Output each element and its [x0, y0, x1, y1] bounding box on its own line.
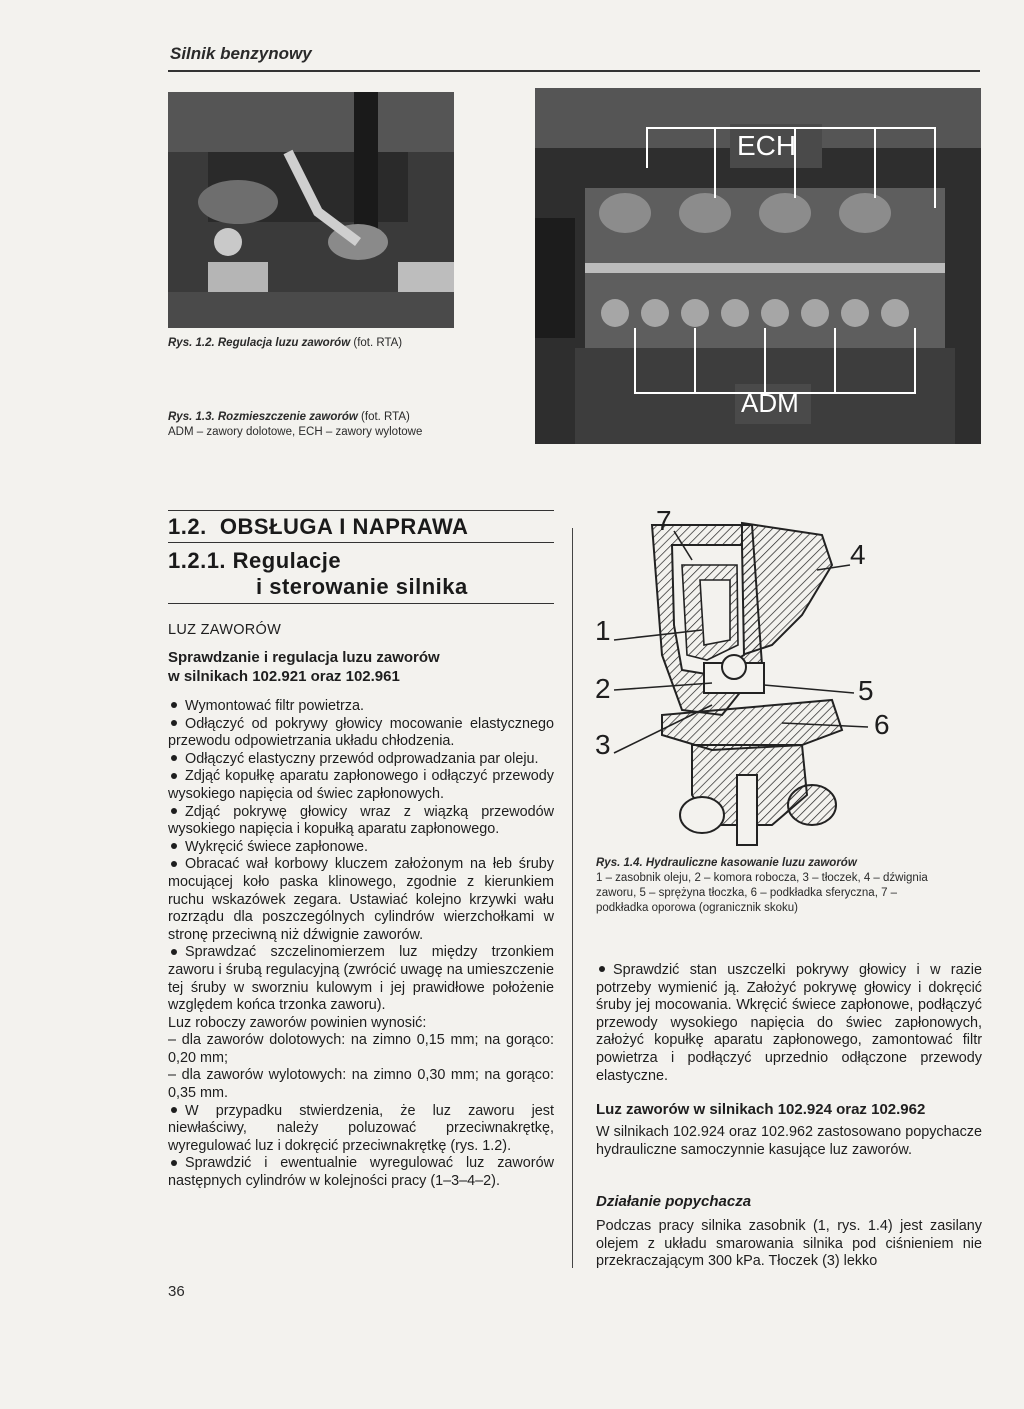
callout-6: 6	[874, 709, 890, 740]
caption-label: Rys. 1.4.	[596, 857, 643, 869]
callout-7: 7	[656, 505, 672, 536]
running-header: Silnik benzynowy	[170, 44, 312, 63]
photo-valve-adjustment	[168, 92, 454, 328]
paragraph-operation: Podczas pracy silnika zasobnik (1, rys. 1.4) jest zasilany olejem z układu smarowania silnika pod ciśnieniem nie przekraczającym 300 kPa. Tłoczek (3) lekko	[596, 1218, 982, 1270]
list-item	[168, 1103, 554, 1156]
section-rule-mid	[168, 542, 554, 543]
subheading-line2: w silnikach 102.921 oraz 102.961	[168, 668, 400, 685]
list-item	[168, 716, 554, 751]
section-rule-top	[168, 510, 554, 511]
caption-label: Rys. 1.3.	[168, 411, 215, 423]
list-item	[168, 1155, 554, 1190]
photo-valve-arrangement	[535, 88, 981, 444]
bullet-text: Zdjąć kopułkę aparatu zapłonowego i odłączyć przewody wysokiego napięcia od świec zapłonowych.	[168, 768, 554, 802]
list-item	[168, 751, 554, 769]
bullet-text: Sprawdzić i ewentualnie wyregulować luz zaworów następnych cylindrów w kolejności pracy (1–3–4–2).	[168, 1155, 554, 1190]
bullet-text: Odłączyć od pokrywy głowicy mocowanie elastycznego przewodu odpowietrzania układu chłodzenia.	[168, 715, 554, 750]
italic-heading-operation: Działanie popychacza	[596, 1193, 752, 1210]
bullet-text: Wykręcić świece zapłonowe.	[185, 838, 369, 855]
callout-5: 5	[858, 675, 874, 706]
caption-fig-1-2	[168, 336, 508, 351]
list-item	[168, 804, 554, 839]
bullet-text: Odłączyć elastyczny przewód odprowadzania par oleju.	[185, 750, 539, 767]
bullet-text: Zdjąć pokrywę głowicy wraz z wiązką przewodów wysokiego napięcia i kopułką aparatu zapłonowego.	[168, 803, 554, 838]
subheading-hydraulic-clearance: Luz zaworów w silnikach 102.924 oraz 102.962	[596, 1101, 926, 1118]
caption-legend: 1 – zasobnik oleju, 2 – komora robocza, 3 – tłoczek, 4 – dźwignia zaworu, 5 – sprężyna tłoczka, 6 – podkładka sferyczna, 7 – podkładka oporowa (ogranicznik skoku)	[596, 872, 928, 914]
caption-source: (fot. RTA)	[353, 337, 403, 349]
page-number: 36	[168, 1283, 185, 1300]
callout-4: 4	[850, 539, 866, 570]
photo-label-ech: ECH	[737, 130, 797, 161]
list-item	[168, 856, 554, 944]
caption-legend: ADM – zawory dolotowe, ECH – zawory wylotowe	[168, 426, 423, 438]
left-column-body	[168, 698, 554, 1191]
subsection-title-line1: 1.2.1. Regulacje	[168, 548, 342, 573]
section-rule-bottom	[168, 603, 554, 604]
callout-2: 2	[595, 673, 611, 704]
subheading-line1: Sprawdzanie i regulacja luzu zaworów	[168, 649, 440, 666]
clearance-intro: Luz roboczy zaworów powinien wynosić:	[168, 1014, 427, 1031]
bullet-text: Sprawdzić stan uszczelki pokrywy głowicy i w razie potrzeby wymienić ją. Założyć pokrywę głowicy i dokręcić śruby jej mocowania. Wkręcić świece zapłonowe, podłączyć przewody wysokiego napięcia do świec zapłonowych, założyć kopułkę aparatu zapłonowego, zamontować filtr powietrza i podłączyć uprzednio odłączone przewody elastyczne.	[596, 962, 982, 1084]
bullet-text: Obracać wał korbowy kluczem założonym na łeb śruby mocującej koło paska klinowego, zgodnie z kierunkiem ruchu wskazówek zegara. Ustawiać kolejno krzywki wału rozrządu dla poszczególnych cylindrów wierzchołkami w stronę przeciwną niż dźwignie zaworów.	[168, 856, 554, 943]
bullet-text: Wymontować filtr powietrza.	[185, 698, 365, 714]
diagram-hydraulic-lifter	[592, 505, 912, 850]
caption-fig-1-4	[596, 856, 936, 916]
subsection-title-line2: i sterowanie silnika	[256, 574, 468, 599]
list-item	[168, 698, 554, 716]
clearance-exhaust: – dla zaworów wylotowych: na zimno 0,30 mm; na gorąco: 0,35 mm.	[168, 1067, 554, 1102]
bullet-text: W przypadku stwierdzenia, że luz zaworu jest niewłaściwy, należy poluzować przeciwnakrętkę, wyregulować luz i dokręcić przeciwnakrętkę (rys. 1.2).	[168, 1102, 554, 1154]
caption-label: Rys. 1.2.	[168, 337, 215, 349]
column-divider	[572, 528, 573, 1268]
header-rule	[168, 70, 980, 72]
caption-fig-1-3	[168, 410, 528, 440]
clearance-intake: – dla zaworów dolotowych: na zimno 0,15 mm; na gorąco: 0,20 mm;	[168, 1032, 554, 1066]
right-column-body	[596, 962, 982, 1085]
photo-label-adm: ADM	[741, 388, 799, 418]
paragraph-lifters: W silnikach 102.924 oraz 102.962 zastosowano popychacze hydrauliczne samoczynnie kasujące luz zaworów.	[596, 1124, 982, 1158]
callout-3: 3	[595, 729, 611, 760]
caption-title: Hydrauliczne kasowanie luzu zaworów	[645, 857, 857, 869]
caption-title: Rozmieszczenie zaworów	[217, 411, 358, 423]
list-item	[168, 944, 554, 1014]
caption-title: Regulacja luzu zaworów	[217, 337, 351, 349]
heading-valve-clearance: LUZ ZAWORÓW	[168, 622, 282, 638]
callout-1: 1	[595, 615, 611, 646]
section-title: 1.2. OBSŁUGA I NAPRAWA	[168, 514, 469, 539]
list-item	[168, 768, 554, 803]
bullet-text: Sprawdzać szczelinomierzem luz między trzonkiem zaworu i śrubą regulacyjną (zwrócić uwagę na umieszczenie tej śruby w sworzniu kulowym i jej prawidłowe położenie względem końca trzonka zaworu).	[168, 944, 554, 1014]
list-item	[596, 962, 982, 1085]
subheading-check-adjust	[168, 648, 440, 686]
list-item	[168, 839, 554, 857]
caption-source: (fot. RTA)	[361, 411, 410, 423]
